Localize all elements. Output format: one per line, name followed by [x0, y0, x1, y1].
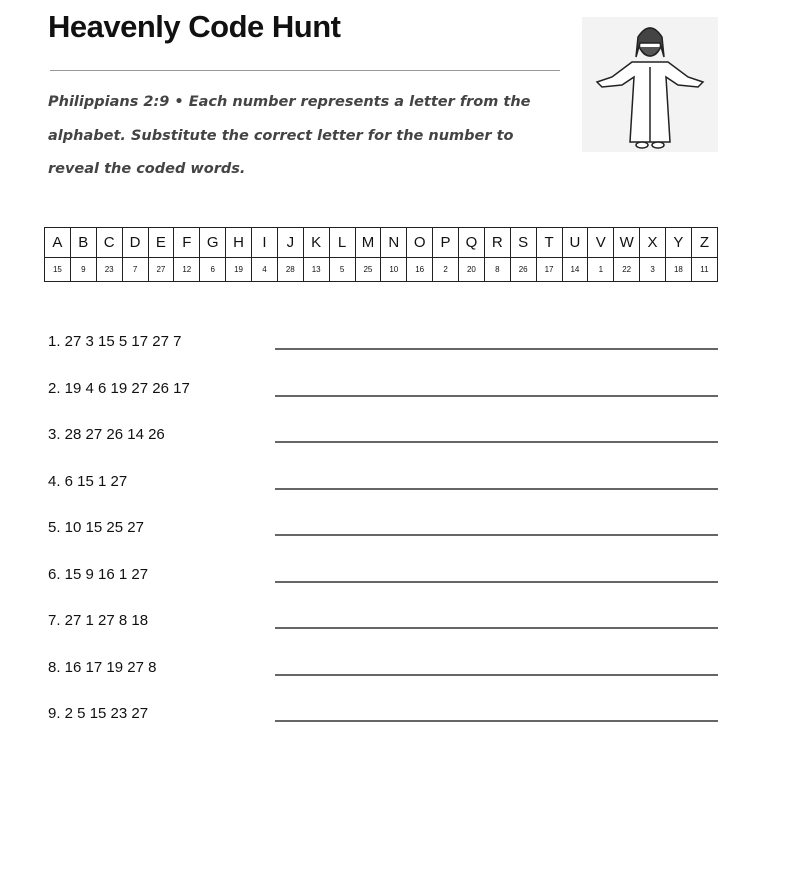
cipher-key-table [44, 227, 718, 282]
puzzle-item: 3. 28 27 26 14 26 [48, 426, 165, 443]
puzzle-item: 2. 19 4 6 19 27 26 17 [48, 379, 190, 397]
cipher-number: 8 [484, 258, 510, 282]
cipher-number: 10 [381, 258, 407, 282]
instructions: Philippians 2:9 • Each number represents a letter from the alphabet. Substitute the correct letter for the number to reveal the coded words. [48, 94, 531, 177]
cipher-letter: X [640, 228, 666, 258]
puzzle-item: 5. 10 15 25 27 [48, 519, 144, 536]
answer-line[interactable] [275, 441, 718, 443]
cipher-letter: V [588, 228, 614, 258]
cipher-letter: M [355, 228, 381, 258]
cipher-number: 18 [666, 258, 692, 282]
cipher-letter: F [174, 228, 200, 258]
cipher-number: 17 [536, 258, 562, 282]
cipher-number: 9 [70, 258, 96, 282]
cipher-letter: W [614, 228, 640, 258]
cipher-letter: E [148, 228, 174, 258]
puzzle-item: 6. 15 9 16 1 27 [48, 565, 149, 583]
cipher-number: 15 [45, 258, 71, 282]
cipher-letter: P [433, 228, 459, 258]
cipher-number: 6 [200, 258, 226, 282]
cipher-number: 1 [588, 258, 614, 282]
answer-line[interactable] [275, 674, 718, 676]
answer-line[interactable] [275, 488, 718, 490]
cipher-letter: H [226, 228, 252, 258]
cipher-number: 26 [510, 258, 536, 282]
cipher-number: 2 [433, 258, 459, 282]
cipher-letter: J [277, 228, 303, 258]
puzzle-item: 1. 27 3 15 5 17 27 7 [48, 333, 182, 350]
puzzle-item: 9. 2 5 15 23 27 [48, 705, 149, 722]
cipher-number: 22 [614, 258, 640, 282]
cipher-letter: I [252, 228, 278, 258]
cipher-number: 14 [562, 258, 588, 282]
cipher-number: 12 [174, 258, 200, 282]
cipher-letter: C [96, 228, 122, 258]
cipher-number: 11 [691, 258, 717, 282]
divider [50, 70, 560, 71]
cipher-number: 7 [122, 258, 148, 282]
answer-line[interactable] [275, 348, 718, 350]
cipher-letter: D [122, 228, 148, 258]
answer-line[interactable] [275, 627, 718, 629]
cipher-letter: L [329, 228, 355, 258]
cipher-letter: T [536, 228, 562, 258]
cipher-number: 27 [148, 258, 174, 282]
cipher-number: 13 [303, 258, 329, 282]
cipher-number: 19 [226, 258, 252, 282]
cipher-letter: G [200, 228, 226, 258]
puzzle-item: 7. 27 1 27 8 18 [48, 612, 149, 629]
cipher-number: 16 [407, 258, 433, 282]
answer-line[interactable] [275, 534, 718, 536]
cipher-letter: A [45, 228, 71, 258]
jesus-illustration [582, 17, 718, 152]
answer-line[interactable] [275, 581, 718, 583]
cipher-letter: B [70, 228, 96, 258]
cipher-letter: S [510, 228, 536, 258]
puzzle-item: 4. 6 15 1 27 [48, 472, 128, 490]
cipher-letter: Z [691, 228, 717, 258]
answer-line[interactable] [275, 720, 718, 722]
cipher-letter: Y [666, 228, 692, 258]
worksheet-title: Heavenly Code Hunt [48, 9, 341, 44]
puzzle-item: 8. 16 17 19 27 8 [48, 658, 157, 676]
cipher-number: 20 [459, 258, 485, 282]
cipher-number: 5 [329, 258, 355, 282]
cipher-number: 3 [640, 258, 666, 282]
cipher-number: 4 [252, 258, 278, 282]
cipher-number: 25 [355, 258, 381, 282]
cipher-letter: R [484, 228, 510, 258]
answer-line[interactable] [275, 395, 718, 397]
cipher-number: 28 [277, 258, 303, 282]
cipher-letter: O [407, 228, 433, 258]
cipher-number: 23 [96, 258, 122, 282]
cipher-letter: N [381, 228, 407, 258]
cipher-letter: K [303, 228, 329, 258]
cipher-letter: U [562, 228, 588, 258]
cipher-letter: Q [459, 228, 485, 258]
